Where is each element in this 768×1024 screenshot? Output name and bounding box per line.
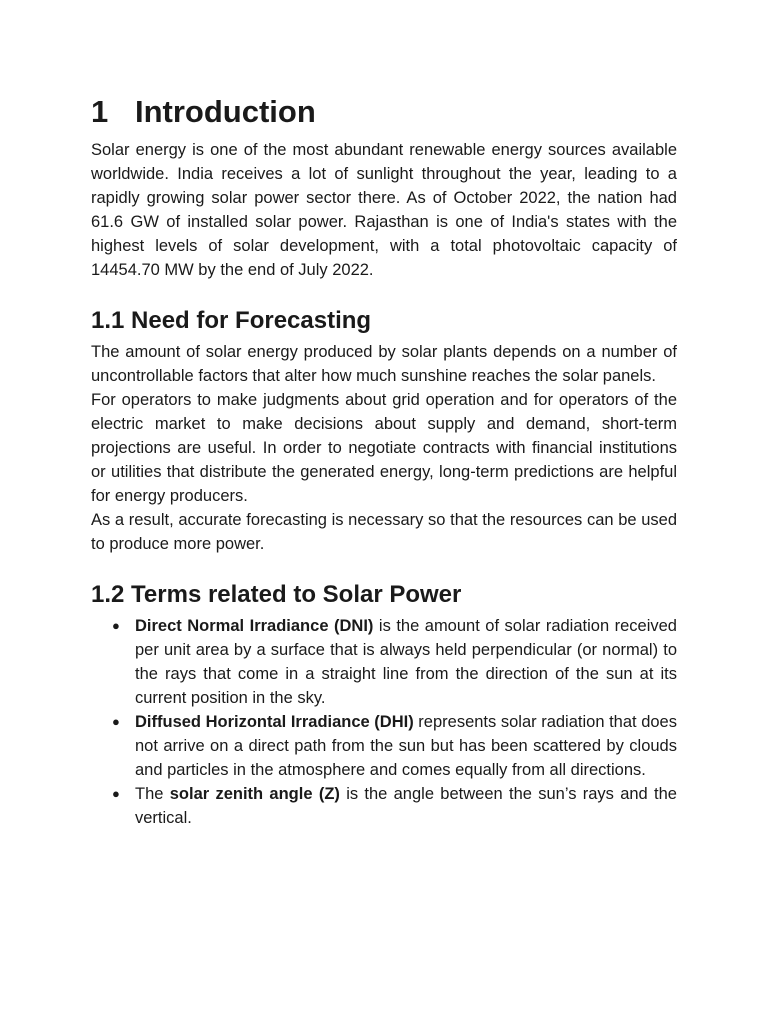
- term-prefix: The: [135, 785, 170, 803]
- terms-list: [91, 614, 677, 830]
- section-title: Introduction: [135, 94, 316, 129]
- forecasting-paragraph: The amount of solar energy produced by solar plants depends on a number of uncontrollable factors that alter how much sunshine reaches the solar panels.: [91, 343, 677, 385]
- subsection-heading-forecasting: 1.1 Need for Forecasting: [91, 307, 372, 334]
- forecasting-paragraph: As a result, accurate forecasting is necessary so that the resources can be used to produce more power.: [91, 511, 677, 553]
- bullet-icon: ●: [112, 618, 120, 633]
- term-definition: is the amount of solar radiation received per unit area by a surface that is always held perpendicular (or normal) to the rays that come in a straight line from the direction of the sun at its current position in the sky.: [135, 617, 677, 707]
- intro-paragraph: Solar energy is one of the most abundant renewable energy sources available worldwide. India receives a lot of sunlight throughout the year, leading to a rapidly growing solar power sector there. As of October 2022, the nation had 61.6 GW of installed solar power. Rajasthan is one of India's states with the highest levels of solar development, with a total photovoltaic capacity of 14454.70 MW by the end of July 2022.: [91, 141, 677, 279]
- term-name: Direct Normal Irradiance (DNI): [135, 617, 374, 635]
- list-item: [91, 782, 677, 830]
- bullet-icon: ●: [112, 714, 120, 729]
- term-name: solar zenith angle (Z): [169, 785, 340, 803]
- term-definition: represents solar radiation that does not arrive on a direct path from the sun but has been scattered by clouds and particles in the atmosphere and comes equally from all directions.: [135, 713, 677, 779]
- forecasting-paragraph: For operators to make judgments about grid operation and for operators of the electric market to make decisions about supply and demand, short-term projections are useful. In order to negotiate contracts with financial institutions or utilities that distribute the generated energy, long-term predictions are helpful for energy producers.: [91, 391, 677, 505]
- bullet-icon: ●: [112, 786, 120, 801]
- term-definition: is the angle between the sun’s rays and the vertical.: [135, 785, 677, 827]
- list-item: [91, 614, 677, 710]
- term-name: Diffused Horizontal Irradiance (DHI): [135, 713, 414, 731]
- list-item: [91, 710, 677, 782]
- document-content: [91, 90, 677, 830]
- section-heading-introduction: [91, 90, 677, 134]
- subsection-heading-terms: 1.2 Terms related to Solar Power: [91, 581, 462, 608]
- section-number: 1: [91, 94, 109, 129]
